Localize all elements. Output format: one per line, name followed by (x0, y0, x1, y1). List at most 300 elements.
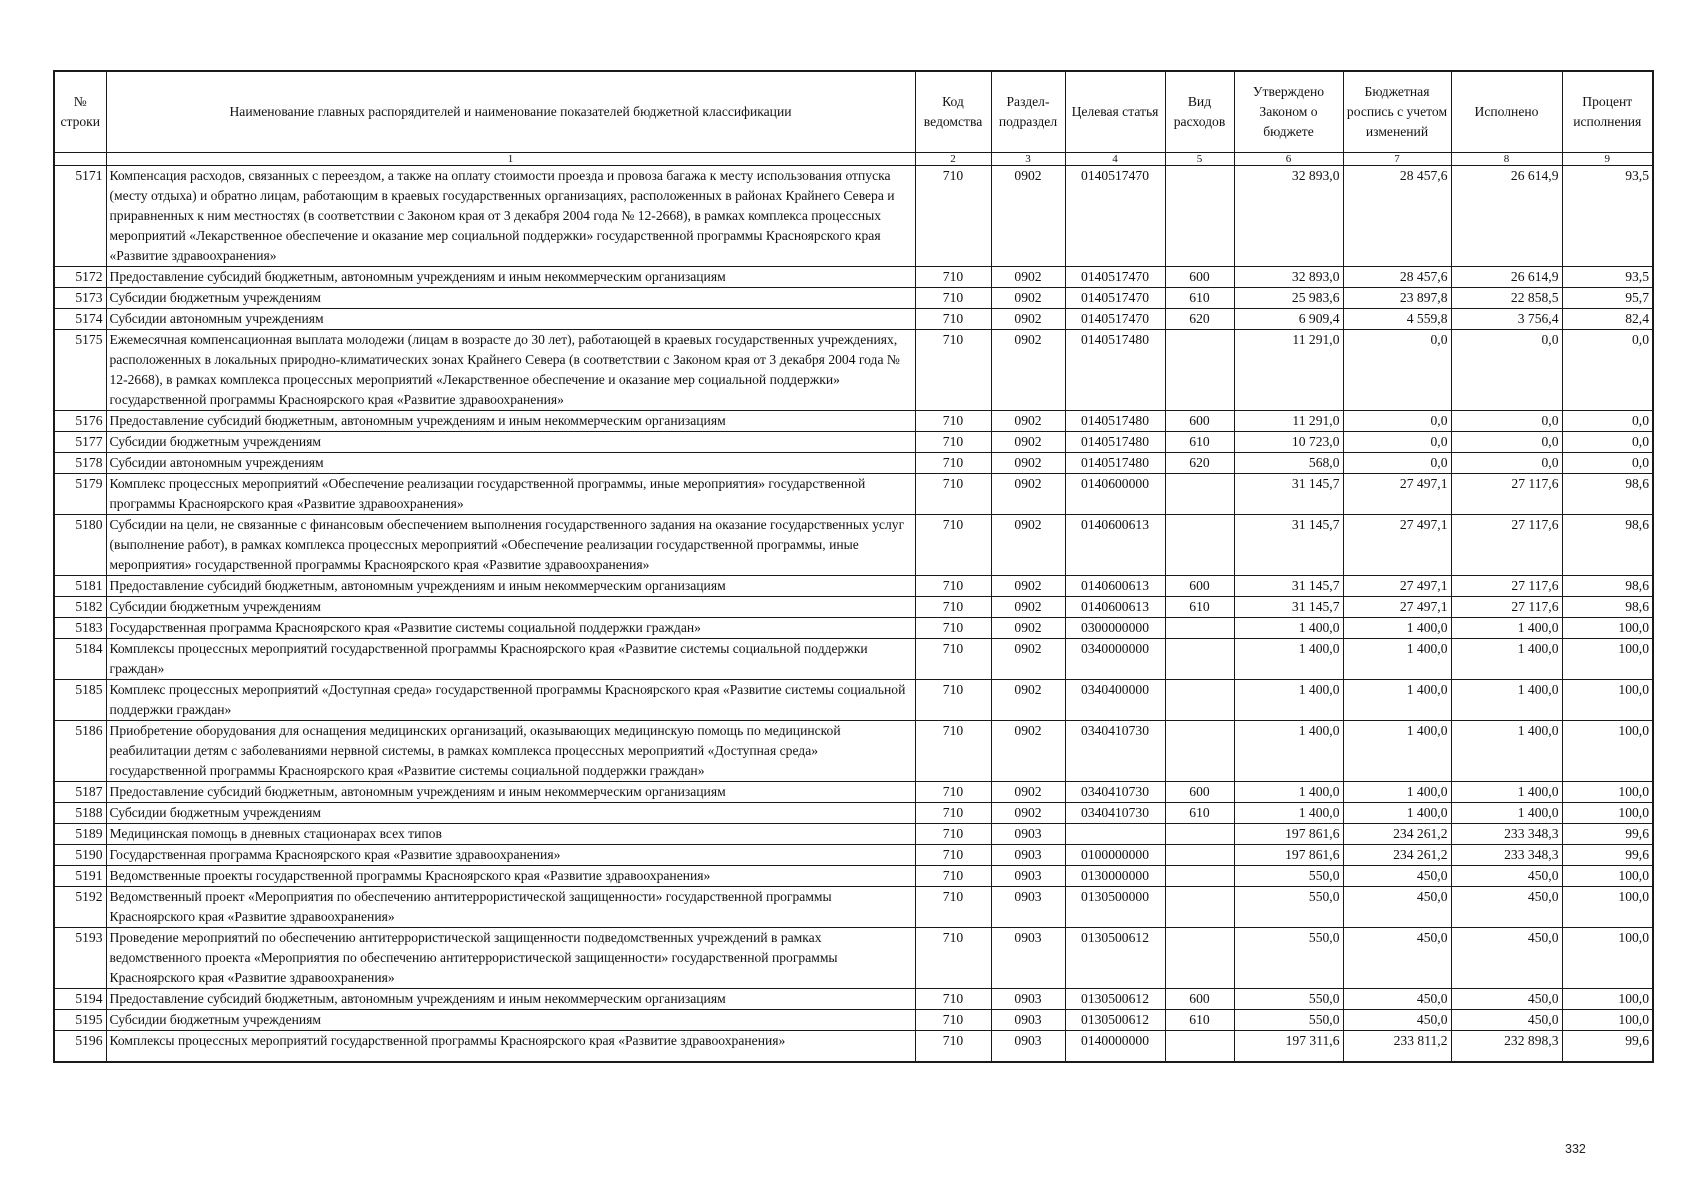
row-number-cell: 5191 (54, 866, 106, 887)
budget-schedule-cell: 0,0 (1343, 432, 1451, 453)
department-code-cell: 710 (915, 680, 991, 721)
section-cell: 0903 (991, 1031, 1065, 1063)
approved-cell: 197 861,6 (1234, 845, 1343, 866)
budget-schedule-cell: 234 261,2 (1343, 845, 1451, 866)
department-code-cell: 710 (915, 432, 991, 453)
department-code-cell: 710 (915, 166, 991, 267)
budget-schedule-cell: 234 261,2 (1343, 824, 1451, 845)
department-code-cell: 710 (915, 288, 991, 309)
budget-schedule-cell: 27 497,1 (1343, 515, 1451, 576)
budget-schedule-cell: 450,0 (1343, 928, 1451, 989)
row-number-cell: 5185 (54, 680, 106, 721)
approved-cell: 550,0 (1234, 1010, 1343, 1031)
expense-type-cell: 610 (1165, 432, 1234, 453)
row-number-cell: 5175 (54, 330, 106, 411)
executed-cell: 1 400,0 (1451, 618, 1562, 639)
executed-cell: 0,0 (1451, 411, 1562, 432)
approved-cell: 550,0 (1234, 887, 1343, 928)
expense-type-cell: 610 (1165, 803, 1234, 824)
target-item-cell: 0130500612 (1065, 928, 1165, 989)
expense-type-cell (1165, 474, 1234, 515)
expense-type-cell (1165, 887, 1234, 928)
indicator-name-cell: Комплекс процессных мероприятий «Обеспечение реализации государственной программы, иные мероприятия» государственной программы Красноярского края «Развитие здравоохранения» (106, 474, 915, 515)
percent-cell: 100,0 (1562, 782, 1653, 803)
percent-cell: 100,0 (1562, 639, 1653, 680)
department-code-cell: 710 (915, 928, 991, 989)
executed-cell: 450,0 (1451, 866, 1562, 887)
row-number-cell: 5180 (54, 515, 106, 576)
budget-schedule-cell: 1 400,0 (1343, 680, 1451, 721)
executed-cell: 233 348,3 (1451, 824, 1562, 845)
section-cell: 0902 (991, 680, 1065, 721)
approved-cell: 1 400,0 (1234, 639, 1343, 680)
indicator-name-cell: Предоставление субсидий бюджетным, автономным учреждениям и иным некоммерческим организациям (106, 782, 915, 803)
department-code-cell: 710 (915, 453, 991, 474)
table-row (54, 432, 1653, 453)
executed-cell: 1 400,0 (1451, 782, 1562, 803)
row-number-cell: 5193 (54, 928, 106, 989)
row-number-cell: 5173 (54, 288, 106, 309)
indicator-name-cell: Приобретение оборудования для оснащения медицинских организаций, оказывающих медицинскую помощь по медицинской реабилитации детям с заболеваниями нервной системы, в рамках комплекса процессных мероприятий «Доступная среда» государственной программы Красноярского края «Развитие системы социальной поддержки граждан» (106, 721, 915, 782)
executed-cell: 450,0 (1451, 1010, 1562, 1031)
row-number-cell: 5171 (54, 166, 106, 267)
target-item-cell: 0140517470 (1065, 166, 1165, 267)
row-number-cell: 5194 (54, 989, 106, 1010)
section-cell: 0902 (991, 474, 1065, 515)
header-budget-schedule: Бюджетная роспись с учетом изменений (1343, 71, 1451, 153)
expense-type-cell: 600 (1165, 576, 1234, 597)
row-number-cell: 5178 (54, 453, 106, 474)
approved-cell: 1 400,0 (1234, 680, 1343, 721)
section-cell: 0903 (991, 845, 1065, 866)
percent-cell: 93,5 (1562, 267, 1653, 288)
approved-cell: 25 983,6 (1234, 288, 1343, 309)
section-cell: 0902 (991, 597, 1065, 618)
approved-cell: 6 909,4 (1234, 309, 1343, 330)
row-number-cell: 5183 (54, 618, 106, 639)
row-number-cell: 5190 (54, 845, 106, 866)
row-number-cell: 5182 (54, 597, 106, 618)
indicator-name-cell: Государственная программа Красноярского края «Развитие системы социальной поддержки граждан» (106, 618, 915, 639)
indicator-name-cell: Субсидии автономным учреждениям (106, 453, 915, 474)
department-code-cell: 710 (915, 866, 991, 887)
executed-cell: 1 400,0 (1451, 721, 1562, 782)
expense-type-cell (1165, 330, 1234, 411)
row-number-cell: 5189 (54, 824, 106, 845)
expense-type-cell: 620 (1165, 309, 1234, 330)
percent-cell: 99,6 (1562, 824, 1653, 845)
executed-cell: 26 614,9 (1451, 166, 1562, 267)
budget-schedule-cell: 4 559,8 (1343, 309, 1451, 330)
executed-cell: 0,0 (1451, 432, 1562, 453)
target-item-cell: 0340410730 (1065, 721, 1165, 782)
table-row (54, 845, 1653, 866)
indicator-name-cell: Компенсация расходов, связанных с переездом, а также на оплату стоимости проезда и провоза багажа к месту использования отпуска (месту отдыха) и обратно лицам, работающим в краевых государственных организациях, расположенных в районах Крайнего Севера и приравненных к ним местностях (в соответствии с Законом края от 3 декабря 2004 года № 12-2668), в рамках комплекса процессных мероприятий «Лекарственное обеспечение и оказание мер социальной поддержки» государственной программы Красноярского края «Развитие здравоохранения» (106, 166, 915, 267)
target-item-cell: 0140517470 (1065, 309, 1165, 330)
target-item-cell: 0140600613 (1065, 597, 1165, 618)
department-code-cell: 710 (915, 782, 991, 803)
table-row (54, 1031, 1653, 1063)
percent-cell: 93,5 (1562, 166, 1653, 267)
indicator-name-cell: Субсидии бюджетным учреждениям (106, 803, 915, 824)
column-number: 1 (106, 153, 915, 166)
header-approved: Утверждено Законом о бюджете (1234, 71, 1343, 153)
table-row (54, 411, 1653, 432)
column-number: 9 (1562, 153, 1653, 166)
executed-cell: 450,0 (1451, 989, 1562, 1010)
department-code-cell: 710 (915, 989, 991, 1010)
target-item-cell: 0140600613 (1065, 515, 1165, 576)
approved-cell: 32 893,0 (1234, 166, 1343, 267)
budget-table (53, 70, 1654, 1063)
budget-schedule-cell: 27 497,1 (1343, 576, 1451, 597)
indicator-name-cell: Комплексы процессных мероприятий государственной программы Красноярского края «Развитие системы социальной поддержки граждан» (106, 639, 915, 680)
indicator-name-cell: Предоставление субсидий бюджетным, автономным учреждениям и иным некоммерческим организациям (106, 267, 915, 288)
expense-type-cell (1165, 866, 1234, 887)
budget-schedule-cell: 27 497,1 (1343, 597, 1451, 618)
expense-type-cell: 610 (1165, 1010, 1234, 1031)
table-body (54, 166, 1653, 1063)
indicator-name-cell: Предоставление субсидий бюджетным, автономным учреждениям и иным некоммерческим организациям (106, 411, 915, 432)
budget-schedule-cell: 1 400,0 (1343, 721, 1451, 782)
approved-cell: 1 400,0 (1234, 721, 1343, 782)
department-code-cell: 710 (915, 515, 991, 576)
table-row (54, 824, 1653, 845)
percent-cell: 99,6 (1562, 1031, 1653, 1063)
page-number: 332 (1565, 1142, 1586, 1156)
expense-type-cell (1165, 721, 1234, 782)
table-row (54, 639, 1653, 680)
budget-schedule-cell: 1 400,0 (1343, 618, 1451, 639)
department-code-cell: 710 (915, 309, 991, 330)
section-cell: 0902 (991, 576, 1065, 597)
table-row (54, 453, 1653, 474)
table-row (54, 166, 1653, 267)
table-row (54, 1010, 1653, 1031)
executed-cell: 0,0 (1451, 330, 1562, 411)
column-number: 8 (1451, 153, 1562, 166)
approved-cell: 31 145,7 (1234, 576, 1343, 597)
executed-cell: 233 348,3 (1451, 845, 1562, 866)
section-cell: 0903 (991, 887, 1065, 928)
executed-cell: 450,0 (1451, 887, 1562, 928)
target-item-cell: 0140517470 (1065, 288, 1165, 309)
target-item-cell: 0130500000 (1065, 887, 1165, 928)
target-item-cell: 0300000000 (1065, 618, 1165, 639)
approved-cell: 550,0 (1234, 866, 1343, 887)
header-section: Раздел-подраздел (991, 71, 1065, 153)
indicator-name-cell: Субсидии бюджетным учреждениям (106, 432, 915, 453)
section-cell: 0902 (991, 411, 1065, 432)
column-number: 5 (1165, 153, 1234, 166)
budget-schedule-cell: 1 400,0 (1343, 803, 1451, 824)
row-number-cell: 5192 (54, 887, 106, 928)
section-cell: 0902 (991, 330, 1065, 411)
target-item-cell: 0340410730 (1065, 782, 1165, 803)
target-item-cell: 0140517480 (1065, 330, 1165, 411)
expense-type-cell: 600 (1165, 267, 1234, 288)
approved-cell: 1 400,0 (1234, 803, 1343, 824)
expense-type-cell: 600 (1165, 411, 1234, 432)
percent-cell: 100,0 (1562, 618, 1653, 639)
target-item-cell: 0130500612 (1065, 989, 1165, 1010)
section-cell: 0902 (991, 515, 1065, 576)
approved-cell: 1 400,0 (1234, 782, 1343, 803)
percent-cell: 99,6 (1562, 845, 1653, 866)
target-item-cell: 0140517480 (1065, 432, 1165, 453)
table-row (54, 474, 1653, 515)
table-row (54, 989, 1653, 1010)
table-row (54, 618, 1653, 639)
target-item-cell: 0340400000 (1065, 680, 1165, 721)
row-number-cell: 5184 (54, 639, 106, 680)
section-cell: 0902 (991, 721, 1065, 782)
column-number-row (54, 153, 1653, 166)
percent-cell: 0,0 (1562, 453, 1653, 474)
section-cell: 0902 (991, 639, 1065, 680)
indicator-name-cell: Комплексы процессных мероприятий государственной программы Красноярского края «Развитие здравоохранения» (106, 1031, 915, 1063)
section-cell: 0902 (991, 782, 1065, 803)
row-number-cell: 5179 (54, 474, 106, 515)
indicator-name-cell: Ежемесячная компенсационная выплата молодежи (лицам в возрасте до 30 лет), работающей в краевых государственных учреждениях, расположенных в локальных природно-климатических зонах Крайнего Севера (в соответствии с Законом края от 3 декабря 2004 года № 12-2668), в рамках комплекса процессных мероприятий «Лекарственное обеспечение и оказание мер социальной поддержки» государственной программы Красноярского края «Развитие здравоохранения» (106, 330, 915, 411)
department-code-cell: 710 (915, 887, 991, 928)
row-number-cell: 5176 (54, 411, 106, 432)
department-code-cell: 710 (915, 721, 991, 782)
percent-cell: 82,4 (1562, 309, 1653, 330)
target-item-cell: 0140600613 (1065, 576, 1165, 597)
table-row (54, 309, 1653, 330)
section-cell: 0902 (991, 618, 1065, 639)
target-item-cell: 0100000000 (1065, 845, 1165, 866)
approved-cell: 568,0 (1234, 453, 1343, 474)
section-cell: 0903 (991, 1010, 1065, 1031)
column-number: 7 (1343, 153, 1451, 166)
row-number-cell: 5187 (54, 782, 106, 803)
executed-cell: 27 117,6 (1451, 597, 1562, 618)
approved-cell: 550,0 (1234, 989, 1343, 1010)
row-number-cell: 5188 (54, 803, 106, 824)
budget-schedule-cell: 1 400,0 (1343, 639, 1451, 680)
percent-cell: 98,6 (1562, 515, 1653, 576)
table-row (54, 597, 1653, 618)
row-number-cell: 5186 (54, 721, 106, 782)
budget-schedule-cell: 1 400,0 (1343, 782, 1451, 803)
expense-type-cell (1165, 824, 1234, 845)
approved-cell: 32 893,0 (1234, 267, 1343, 288)
executed-cell: 232 898,3 (1451, 1031, 1562, 1063)
budget-schedule-cell: 450,0 (1343, 1010, 1451, 1031)
percent-cell: 0,0 (1562, 330, 1653, 411)
percent-cell: 100,0 (1562, 887, 1653, 928)
row-number-cell: 5195 (54, 1010, 106, 1031)
percent-cell: 100,0 (1562, 989, 1653, 1010)
percent-cell: 0,0 (1562, 432, 1653, 453)
target-item-cell: 0140517480 (1065, 411, 1165, 432)
indicator-name-cell: Предоставление субсидий бюджетным, автономным учреждениям и иным некоммерческим организациям (106, 989, 915, 1010)
executed-cell: 450,0 (1451, 928, 1562, 989)
budget-schedule-cell: 28 457,6 (1343, 166, 1451, 267)
approved-cell: 197 861,6 (1234, 824, 1343, 845)
section-cell: 0902 (991, 267, 1065, 288)
percent-cell: 100,0 (1562, 680, 1653, 721)
expense-type-cell (1165, 166, 1234, 267)
department-code-cell: 710 (915, 639, 991, 680)
target-item-cell: 0140517470 (1065, 267, 1165, 288)
expense-type-cell (1165, 928, 1234, 989)
target-item-cell: 0130500612 (1065, 1010, 1165, 1031)
table-row (54, 866, 1653, 887)
percent-cell: 100,0 (1562, 866, 1653, 887)
budget-schedule-cell: 450,0 (1343, 887, 1451, 928)
budget-sheet (53, 70, 1652, 1063)
approved-cell: 10 723,0 (1234, 432, 1343, 453)
header-executed: Исполнено (1451, 71, 1562, 153)
approved-cell: 31 145,7 (1234, 474, 1343, 515)
approved-cell: 31 145,7 (1234, 515, 1343, 576)
expense-type-cell (1165, 515, 1234, 576)
department-code-cell: 710 (915, 824, 991, 845)
percent-cell: 100,0 (1562, 803, 1653, 824)
approved-cell: 31 145,7 (1234, 597, 1343, 618)
table-row (54, 928, 1653, 989)
target-item-cell (1065, 824, 1165, 845)
expense-type-cell (1165, 618, 1234, 639)
approved-cell: 197 311,6 (1234, 1031, 1343, 1063)
header-row (54, 71, 1653, 153)
expense-type-cell: 610 (1165, 288, 1234, 309)
expense-type-cell (1165, 1031, 1234, 1063)
expense-type-cell: 620 (1165, 453, 1234, 474)
percent-cell: 100,0 (1562, 928, 1653, 989)
budget-schedule-cell: 0,0 (1343, 330, 1451, 411)
table-row (54, 887, 1653, 928)
budget-schedule-cell: 0,0 (1343, 453, 1451, 474)
executed-cell: 1 400,0 (1451, 803, 1562, 824)
executed-cell: 27 117,6 (1451, 576, 1562, 597)
header-target-item: Целевая статья (1065, 71, 1165, 153)
column-number: 6 (1234, 153, 1343, 166)
row-number-cell: 5181 (54, 576, 106, 597)
indicator-name-cell: Субсидии автономным учреждениям (106, 309, 915, 330)
department-code-cell: 710 (915, 845, 991, 866)
expense-type-cell (1165, 845, 1234, 866)
section-cell: 0902 (991, 803, 1065, 824)
target-item-cell: 0340410730 (1065, 803, 1165, 824)
header-expense-type: Вид расходов (1165, 71, 1234, 153)
department-code-cell: 710 (915, 597, 991, 618)
department-code-cell: 710 (915, 330, 991, 411)
header-row-number: № строки (54, 71, 106, 153)
indicator-name-cell: Медицинская помощь в дневных стационарах всех типов (106, 824, 915, 845)
table-row (54, 515, 1653, 576)
department-code-cell: 710 (915, 1010, 991, 1031)
table-row (54, 803, 1653, 824)
table-row (54, 267, 1653, 288)
budget-schedule-cell: 28 457,6 (1343, 267, 1451, 288)
budget-schedule-cell: 233 811,2 (1343, 1031, 1451, 1063)
indicator-name-cell: Предоставление субсидий бюджетным, автономным учреждениям и иным некоммерческим организациям (106, 576, 915, 597)
indicator-name-cell: Субсидии бюджетным учреждениям (106, 1010, 915, 1031)
indicator-name-cell: Субсидии на цели, не связанные с финансовым обеспечением выполнения государственного задания на оказание государственных услуг (выполнение работ), в рамках комплекса процессных мероприятий «Обеспечение реализации государственной программы, иные мероприятия» государственной программы Красноярского края «Развитие здравоохранения» (106, 515, 915, 576)
target-item-cell: 0140600000 (1065, 474, 1165, 515)
table-row (54, 782, 1653, 803)
section-cell: 0902 (991, 432, 1065, 453)
section-cell: 0902 (991, 166, 1065, 267)
header-name: Наименование главных распорядителей и наименование показателей бюджетной классификации (106, 71, 915, 153)
expense-type-cell (1165, 639, 1234, 680)
budget-schedule-cell: 23 897,8 (1343, 288, 1451, 309)
executed-cell: 27 117,6 (1451, 474, 1562, 515)
budget-schedule-cell: 450,0 (1343, 866, 1451, 887)
row-number-cell: 5196 (54, 1031, 106, 1063)
indicator-name-cell: Государственная программа Красноярского края «Развитие здравоохранения» (106, 845, 915, 866)
department-code-cell: 710 (915, 267, 991, 288)
executed-cell: 27 117,6 (1451, 515, 1562, 576)
department-code-cell: 710 (915, 1031, 991, 1063)
expense-type-cell (1165, 680, 1234, 721)
table-row (54, 680, 1653, 721)
indicator-name-cell: Ведомственный проект «Мероприятия по обеспечению антитеррористической защищенности» государственной программы Красноярского края «Развитие здравоохранения» (106, 887, 915, 928)
department-code-cell: 710 (915, 618, 991, 639)
indicator-name-cell: Комплекс процессных мероприятий «Доступная среда» государственной программы Красноярского края «Развитие системы социальной поддержки граждан» (106, 680, 915, 721)
executed-cell: 22 858,5 (1451, 288, 1562, 309)
section-cell: 0903 (991, 989, 1065, 1010)
percent-cell: 98,6 (1562, 576, 1653, 597)
executed-cell: 1 400,0 (1451, 680, 1562, 721)
percent-cell: 98,6 (1562, 597, 1653, 618)
target-item-cell: 0140000000 (1065, 1031, 1165, 1063)
percent-cell: 98,6 (1562, 474, 1653, 515)
department-code-cell: 710 (915, 803, 991, 824)
section-cell: 0903 (991, 824, 1065, 845)
row-number-cell: 5172 (54, 267, 106, 288)
column-number: 2 (915, 153, 991, 166)
indicator-name-cell: Ведомственные проекты государственной программы Красноярского края «Развитие здравоохранения» (106, 866, 915, 887)
approved-cell: 11 291,0 (1234, 411, 1343, 432)
budget-schedule-cell: 27 497,1 (1343, 474, 1451, 515)
percent-cell: 95,7 (1562, 288, 1653, 309)
percent-cell: 0,0 (1562, 411, 1653, 432)
indicator-name-cell: Субсидии бюджетным учреждениям (106, 597, 915, 618)
department-code-cell: 710 (915, 411, 991, 432)
table-row (54, 721, 1653, 782)
section-cell: 0903 (991, 928, 1065, 989)
row-number-cell: 5177 (54, 432, 106, 453)
target-item-cell: 0130000000 (1065, 866, 1165, 887)
table-row (54, 576, 1653, 597)
percent-cell: 100,0 (1562, 721, 1653, 782)
department-code-cell: 710 (915, 576, 991, 597)
budget-schedule-cell: 450,0 (1343, 989, 1451, 1010)
expense-type-cell: 610 (1165, 597, 1234, 618)
target-item-cell: 0340000000 (1065, 639, 1165, 680)
budget-schedule-cell: 0,0 (1343, 411, 1451, 432)
expense-type-cell: 600 (1165, 989, 1234, 1010)
section-cell: 0902 (991, 288, 1065, 309)
approved-cell: 11 291,0 (1234, 330, 1343, 411)
section-cell: 0903 (991, 866, 1065, 887)
indicator-name-cell: Субсидии бюджетным учреждениям (106, 288, 915, 309)
executed-cell: 26 614,9 (1451, 267, 1562, 288)
section-cell: 0902 (991, 453, 1065, 474)
table-row (54, 330, 1653, 411)
column-number: 3 (991, 153, 1065, 166)
target-item-cell: 0140517480 (1065, 453, 1165, 474)
header-department-code: Код ведомства (915, 71, 991, 153)
table-row (54, 288, 1653, 309)
section-cell: 0902 (991, 309, 1065, 330)
expense-type-cell: 600 (1165, 782, 1234, 803)
